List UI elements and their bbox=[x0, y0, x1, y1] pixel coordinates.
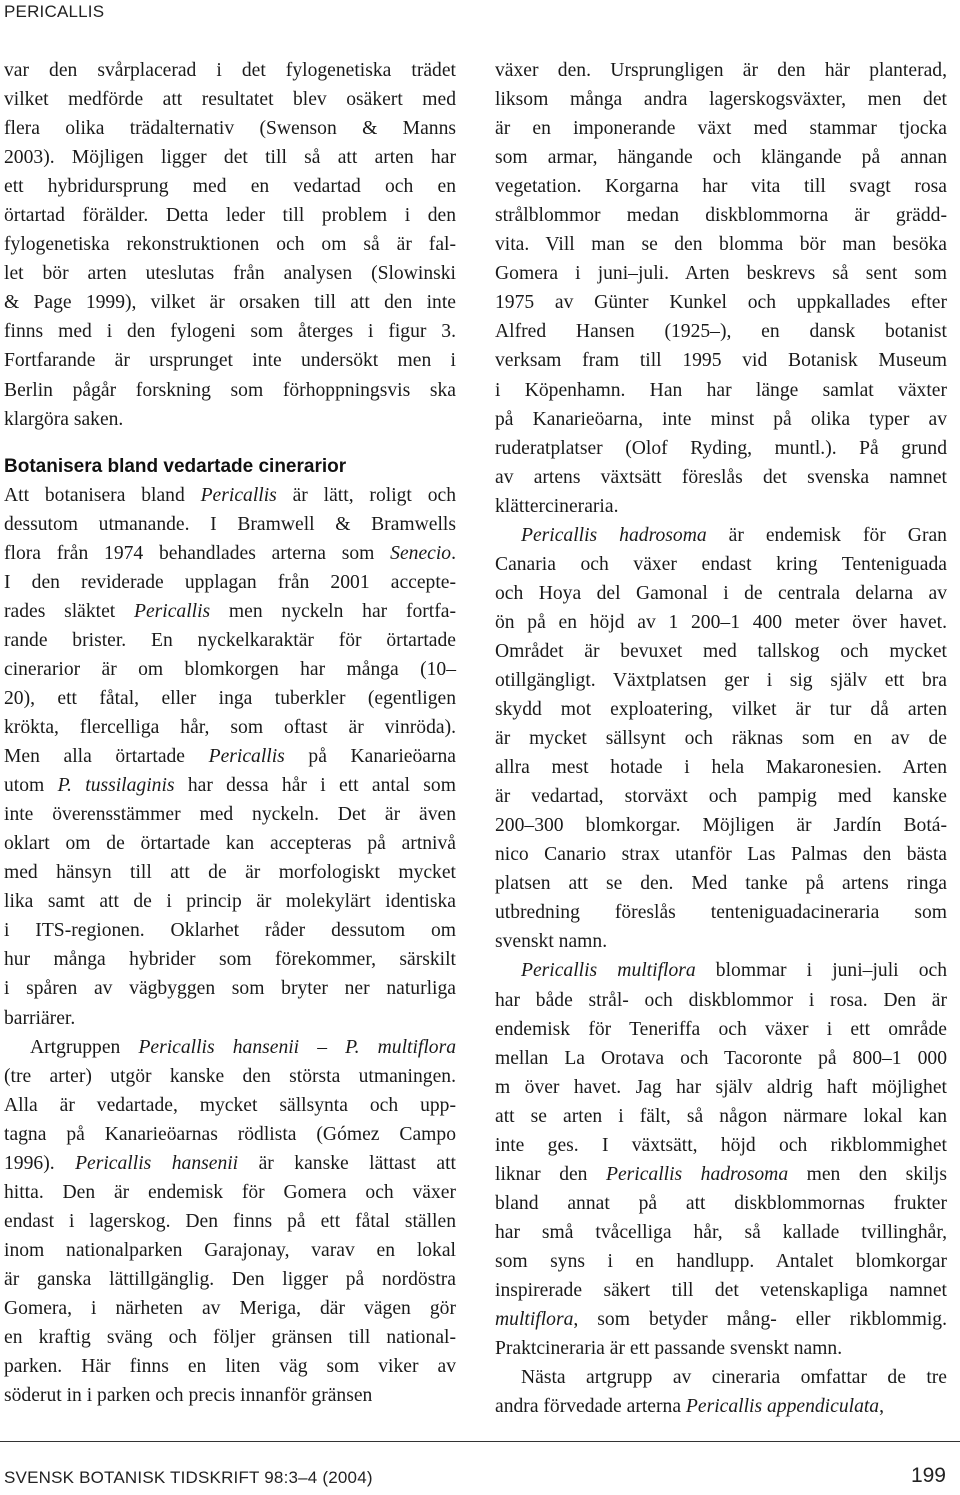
text-line bbox=[495, 1218, 947, 1247]
text-line bbox=[495, 405, 947, 434]
text-segment: & Page 1999), vilket är orsaken till att den inte bbox=[4, 292, 456, 314]
text-segment: med hänsyn till att de är morfologiskt mycket bbox=[4, 862, 456, 884]
text-segment: i Köpenhamn. Han har länge samlat växter bbox=[495, 379, 947, 401]
text-line bbox=[495, 1247, 947, 1276]
text-segment: var den svårplacerad i det fylogenetiska trädet bbox=[4, 60, 456, 81]
text-line bbox=[4, 405, 456, 434]
text-segment: på Kanarieöarna, inte minst på olika typer av bbox=[495, 408, 947, 430]
text-line bbox=[495, 724, 947, 753]
text-line bbox=[495, 346, 947, 375]
text-line bbox=[495, 608, 947, 637]
text-line bbox=[4, 916, 456, 945]
text-line bbox=[4, 1062, 456, 1091]
text-segment: rande brister. En nyckelkaraktär för örtartade bbox=[4, 629, 456, 651]
text-segment: vita. Vill man se den blomma bör man besöka bbox=[495, 234, 947, 256]
text-line bbox=[4, 1381, 456, 1410]
text-line bbox=[495, 434, 947, 463]
text-segment: 1996). bbox=[4, 1152, 76, 1174]
text-segment: att se arten i fält, så någon närmare lokal kan bbox=[495, 1105, 947, 1127]
text-line bbox=[4, 655, 456, 684]
text-line bbox=[495, 869, 947, 898]
text-segment: , som betyder mång- eller rikblommig. bbox=[573, 1309, 947, 1331]
text-segment: oklart om de örtartade kan accepteras på artnivå bbox=[4, 833, 456, 855]
text-line bbox=[495, 230, 947, 259]
text-line bbox=[495, 782, 947, 811]
text-segment: Att botanisera bland bbox=[4, 484, 201, 506]
text-segment: utbredning föreslås tenteniguadacineraria som bbox=[495, 902, 947, 924]
footer-rule bbox=[0, 1441, 960, 1442]
text-segment: tagna på Kanarieöarnas rödlista (Gómez Campo bbox=[4, 1123, 456, 1145]
text-segment: endemisk för Teneriffa och växer i ett område bbox=[495, 1018, 947, 1040]
text-line bbox=[495, 666, 947, 695]
taxon-name: Pericallis hadrosoma bbox=[521, 524, 707, 546]
text-segment: söderut in i parken och precis innanför gränsen bbox=[4, 1385, 373, 1407]
text-line bbox=[495, 840, 947, 869]
text-segment: är vedartad, storväxt och pampig med kanske bbox=[495, 786, 947, 808]
text-line bbox=[495, 114, 947, 143]
text-line bbox=[4, 1149, 456, 1178]
text-segment: vilket medförde att resultatet blev osäkert med bbox=[4, 89, 456, 111]
text-line bbox=[495, 85, 947, 114]
text-segment: skydd mot exploatering, vilket är tur då arten bbox=[495, 699, 947, 721]
text-segment: Men alla örtartade bbox=[4, 746, 209, 768]
text-segment: dessutom utmanande. I Bramwell & Bramwells bbox=[4, 513, 456, 535]
text-line bbox=[495, 1073, 947, 1102]
text-line bbox=[4, 56, 456, 85]
text-line bbox=[495, 550, 947, 579]
text-segment: verksam fram till 1995 vid Botanisk Museum bbox=[495, 350, 947, 372]
text-line bbox=[495, 1392, 947, 1421]
text-segment: Berlin pågår forskning som förhoppningsvis ska bbox=[4, 379, 456, 401]
text-segment: växer den. Ursprungligen är den här planterad, bbox=[495, 60, 947, 81]
text-line bbox=[4, 626, 456, 655]
text-line bbox=[4, 887, 456, 916]
text-segment: Praktcineraria är ett passande svenskt namn. bbox=[495, 1338, 843, 1360]
text-line bbox=[495, 695, 947, 724]
text-line bbox=[495, 1305, 947, 1334]
text-segment: blommar i juni–juli och bbox=[695, 960, 947, 982]
taxon-name: Senecio bbox=[390, 542, 452, 564]
taxon-name: Pericallis hadrosoma bbox=[605, 1163, 789, 1185]
text-line bbox=[4, 713, 456, 742]
text-line bbox=[4, 510, 456, 539]
text-line bbox=[495, 1363, 947, 1392]
text-line bbox=[495, 376, 947, 405]
text-line bbox=[495, 1102, 947, 1131]
text-segment: hitta. Den är endemisk för Gomera och växer bbox=[4, 1181, 456, 1203]
text-line bbox=[495, 492, 947, 521]
section-heading bbox=[4, 452, 456, 481]
text-segment: 2003). Möjligen ligger det till så att arten har bbox=[4, 147, 456, 169]
text-line bbox=[4, 85, 456, 114]
text-segment: i spåren av vägbyggen som bryter ner naturliga bbox=[4, 978, 456, 1000]
taxon-name: P. multiflora bbox=[345, 1036, 457, 1058]
text-segment: flora från 1974 behandlades arterna som bbox=[4, 542, 391, 564]
text-segment: på Kanarieöarna bbox=[284, 746, 456, 768]
text-segment: örtartad förälder. Detta leder till problem i den bbox=[4, 205, 456, 227]
text-line bbox=[495, 172, 947, 201]
taxon-name: Pericallis bbox=[200, 484, 277, 506]
text-segment: men nyckeln har fortfa- bbox=[210, 600, 456, 622]
text-segment: som armar, hängande och klängande på annan bbox=[495, 147, 947, 169]
text-segment: parken. Här finns en liten väg som viker av bbox=[4, 1356, 456, 1378]
text-line bbox=[4, 858, 456, 887]
text-line bbox=[4, 771, 456, 800]
text-line bbox=[495, 1160, 947, 1189]
text-segment: rades släktet bbox=[4, 600, 134, 622]
text-line bbox=[495, 927, 947, 956]
footer-journal: SVENSK BOTANISK TIDSKRIFT 98:3–4 (2004) bbox=[4, 1468, 373, 1487]
text-line bbox=[4, 376, 456, 405]
taxon-name: multiflora bbox=[495, 1309, 574, 1331]
text-segment: Nästa artgrupp av cineraria omfattar de tre bbox=[521, 1367, 947, 1389]
text-line bbox=[4, 945, 456, 974]
text-segment: lika samt att de i princip är molekylärt identiska bbox=[4, 891, 456, 913]
text-segment: svenskt namn. bbox=[495, 931, 608, 953]
page-number: 199 bbox=[910, 1464, 946, 1487]
text-line bbox=[4, 1091, 456, 1120]
text-line bbox=[4, 230, 456, 259]
text-segment: I den reviderade upplagan från 2001 accepte- bbox=[4, 571, 456, 593]
text-segment: m över havet. Jag har själv aldrig haft möjlighet bbox=[495, 1076, 947, 1098]
text-segment: men den skiljs bbox=[788, 1163, 947, 1185]
text-segment: fylogenetiska rekonstruktionen och om så är fal- bbox=[4, 234, 456, 256]
text-segment: ruderatplatser (Olof Ryding, muntl.). På grund bbox=[495, 437, 947, 459]
text-line bbox=[495, 1189, 947, 1218]
text-segment: platsen att se den. Med tanke på artens ringa bbox=[495, 873, 947, 895]
taxon-name: Pericallis appendiculata bbox=[685, 1396, 880, 1418]
text-line bbox=[4, 1323, 456, 1352]
text-line bbox=[495, 463, 947, 492]
text-segment: liknar den bbox=[495, 1163, 606, 1185]
text-segment: otillgängligt. Växtplatsen ger i sig själv ett bra bbox=[495, 669, 947, 691]
text-line bbox=[4, 1207, 456, 1236]
text-segment: 20), ett fåtal, eller inga tuberkler (egentligen bbox=[4, 687, 456, 709]
text-segment: 1975 av Günter Kunkel och uppkallades efter bbox=[495, 292, 947, 314]
right-column bbox=[495, 56, 947, 1421]
text-line bbox=[4, 114, 456, 143]
text-segment: Canaria och växer endast kring Tenteniguada bbox=[495, 553, 947, 575]
text-line bbox=[4, 1004, 456, 1033]
text-segment: Gomera, i närheten av Meriga, där vägen gör bbox=[4, 1297, 456, 1319]
text-segment: – bbox=[299, 1036, 346, 1058]
taxon-name: Pericallis hansenii bbox=[75, 1152, 239, 1174]
text-segment: (tre arter) utgör kanske den största utmaningen. bbox=[4, 1065, 456, 1087]
text-line bbox=[4, 1294, 456, 1323]
text-line bbox=[495, 1131, 947, 1160]
text-segment: Gomera i juni–juli. Arten beskrevs så sent som bbox=[495, 263, 947, 285]
text-segment: let bör arten uteslutas från analysen (Slowinski bbox=[4, 263, 456, 285]
text-segment: är ganska lättillgänglig. Den ligger på nordöstra bbox=[4, 1268, 456, 1290]
text-line bbox=[4, 684, 456, 713]
text-line bbox=[495, 1015, 947, 1044]
text-segment: som syns i en handlupp. Antalet blomkorgar bbox=[495, 1250, 947, 1272]
text-segment: är lätt, roligt och bbox=[276, 484, 456, 506]
text-segment: allra mest hotade i hela Makaronesien. Arten bbox=[495, 757, 947, 779]
text-segment: Alla är vedartade, mycket sällsynta och upp- bbox=[4, 1094, 456, 1116]
taxon-name: Pericallis bbox=[208, 746, 285, 768]
taxon-name: Pericallis multiflora bbox=[521, 960, 696, 982]
taxon-name: Pericallis hansenii bbox=[138, 1036, 300, 1058]
text-segment: inte överensstämmer med nyckeln. Det är även bbox=[4, 804, 456, 826]
text-line bbox=[495, 637, 947, 666]
text-line bbox=[495, 201, 947, 230]
text-segment: nico Canario strax utanför Las Palmas den bästa bbox=[495, 844, 947, 866]
text-line bbox=[4, 1178, 456, 1207]
text-line bbox=[495, 753, 947, 782]
text-segment: mellan La Orotava och Tacoronte på 800–1 000 bbox=[495, 1047, 947, 1069]
text-line bbox=[4, 568, 456, 597]
text-segment: Botanisera bland vedartade cinerarior bbox=[4, 455, 347, 477]
text-segment: vegetation. Korgarna har vita till svagt rosa bbox=[495, 176, 947, 198]
text-segment: hur många hybrider som förekommer, särskilt bbox=[4, 949, 456, 971]
text-line bbox=[495, 986, 947, 1015]
text-segment: har små tvåcelliga hår, så kallade tvillinghår, bbox=[495, 1221, 947, 1243]
text-line bbox=[4, 317, 456, 346]
text-segment: är endemisk för Gran bbox=[706, 524, 947, 546]
text-line bbox=[4, 259, 456, 288]
text-line bbox=[4, 974, 456, 1003]
text-segment: utom bbox=[4, 775, 58, 797]
text-segment: . bbox=[451, 542, 456, 564]
text-line bbox=[4, 829, 456, 858]
text-line bbox=[495, 579, 947, 608]
text-line bbox=[495, 1334, 947, 1363]
text-segment: endast i lagerskog. Den finns på ett fåtal ställen bbox=[4, 1210, 456, 1232]
text-line bbox=[4, 539, 456, 568]
text-segment: i ITS-regionen. Oklarhet råder dessutom om bbox=[4, 920, 456, 942]
text-segment: har dessa hår i ett antal som bbox=[174, 775, 456, 797]
text-segment: av artens växtsätt föreslås det svenska namnet bbox=[495, 466, 947, 488]
text-segment: Fortfarande är ursprunget inte undersökt men i bbox=[4, 350, 456, 372]
text-segment: ett hybridursprung med en vedartad och en bbox=[4, 176, 456, 198]
text-line bbox=[495, 898, 947, 927]
text-segment: klargöra saken. bbox=[4, 408, 124, 430]
text-segment: en kraftig sväng och följer gränsen till national- bbox=[4, 1327, 456, 1349]
text-line bbox=[495, 288, 947, 317]
text-line bbox=[4, 172, 456, 201]
text-line bbox=[495, 1044, 947, 1073]
text-segment: inom nationalparken Garajonay, varav en lokal bbox=[4, 1239, 456, 1261]
text-segment: är en imponerande växt med stammar tjocka bbox=[495, 118, 947, 140]
text-segment: inspirerade säkert till det vetenskapliga namnet bbox=[495, 1279, 947, 1301]
text-line bbox=[4, 800, 456, 829]
text-segment: flera olika trädalternativ (Swenson & Manns bbox=[4, 118, 456, 140]
taxon-name: Pericallis bbox=[133, 600, 211, 622]
text-line bbox=[495, 259, 947, 288]
text-line bbox=[4, 143, 456, 172]
text-line bbox=[4, 1120, 456, 1149]
text-segment: Området är bevuxet med tallskog och mycket bbox=[495, 640, 947, 662]
text-line bbox=[4, 201, 456, 230]
text-line bbox=[495, 143, 947, 172]
text-segment: liksom många andra lagerskogsväxter, men det bbox=[495, 89, 947, 111]
text-line bbox=[495, 811, 947, 840]
taxon-name: P. tussilaginis bbox=[57, 775, 175, 797]
text-line bbox=[495, 317, 947, 346]
text-segment: , bbox=[879, 1396, 885, 1418]
text-segment: är mycket sällsynt och räknas som en av de bbox=[495, 728, 947, 750]
text-line bbox=[4, 597, 456, 626]
text-line bbox=[4, 1352, 456, 1381]
text-segment: 200–300 blomkorgar. Möjligen är Jardín Botá- bbox=[495, 815, 947, 837]
text-segment: andra förvedade arterna bbox=[495, 1396, 686, 1418]
text-segment: har både strål- och diskblommor i rosa. Den är bbox=[495, 989, 947, 1011]
text-line bbox=[4, 288, 456, 317]
text-segment: finns med i den fylogeni som återges i figur 3. bbox=[4, 321, 456, 343]
text-segment: cinerarior är om blomkorgen har många (10– bbox=[4, 658, 456, 680]
left-column bbox=[4, 56, 456, 1410]
text-segment: Artgruppen bbox=[30, 1036, 139, 1058]
text-line bbox=[495, 521, 947, 550]
text-line bbox=[4, 1236, 456, 1265]
text-segment: och Hoya del Gamonal i de centrala delarna av bbox=[495, 582, 947, 604]
text-segment: ön på en höjd av 1 200–1 400 meter över havet. bbox=[495, 611, 947, 633]
text-segment: strålblommor medan diskblommorna är grädd- bbox=[495, 205, 947, 227]
text-segment: inte ges. I växtsätt, höjd och rikblommighet bbox=[495, 1134, 947, 1156]
running-head: PERICALLIS bbox=[4, 2, 105, 21]
text-line bbox=[4, 1265, 456, 1294]
text-line bbox=[495, 56, 947, 85]
text-segment: Alfred Hansen (1925–), en dansk botanist bbox=[495, 321, 947, 343]
text-segment: bland annat på att diskblommornas frukter bbox=[495, 1192, 947, 1214]
text-segment: krökta, flercelliga hår, som oftast är vinröda). bbox=[4, 717, 456, 739]
text-line bbox=[495, 1276, 947, 1305]
text-segment: barriärer. bbox=[4, 1007, 76, 1029]
text-segment: är kanske lättast att bbox=[238, 1152, 456, 1174]
text-segment: klättercineraria. bbox=[495, 495, 619, 517]
text-line bbox=[4, 346, 456, 375]
text-line bbox=[495, 956, 947, 985]
text-line bbox=[4, 481, 456, 510]
text-line bbox=[4, 742, 456, 771]
text-line bbox=[4, 1033, 456, 1062]
